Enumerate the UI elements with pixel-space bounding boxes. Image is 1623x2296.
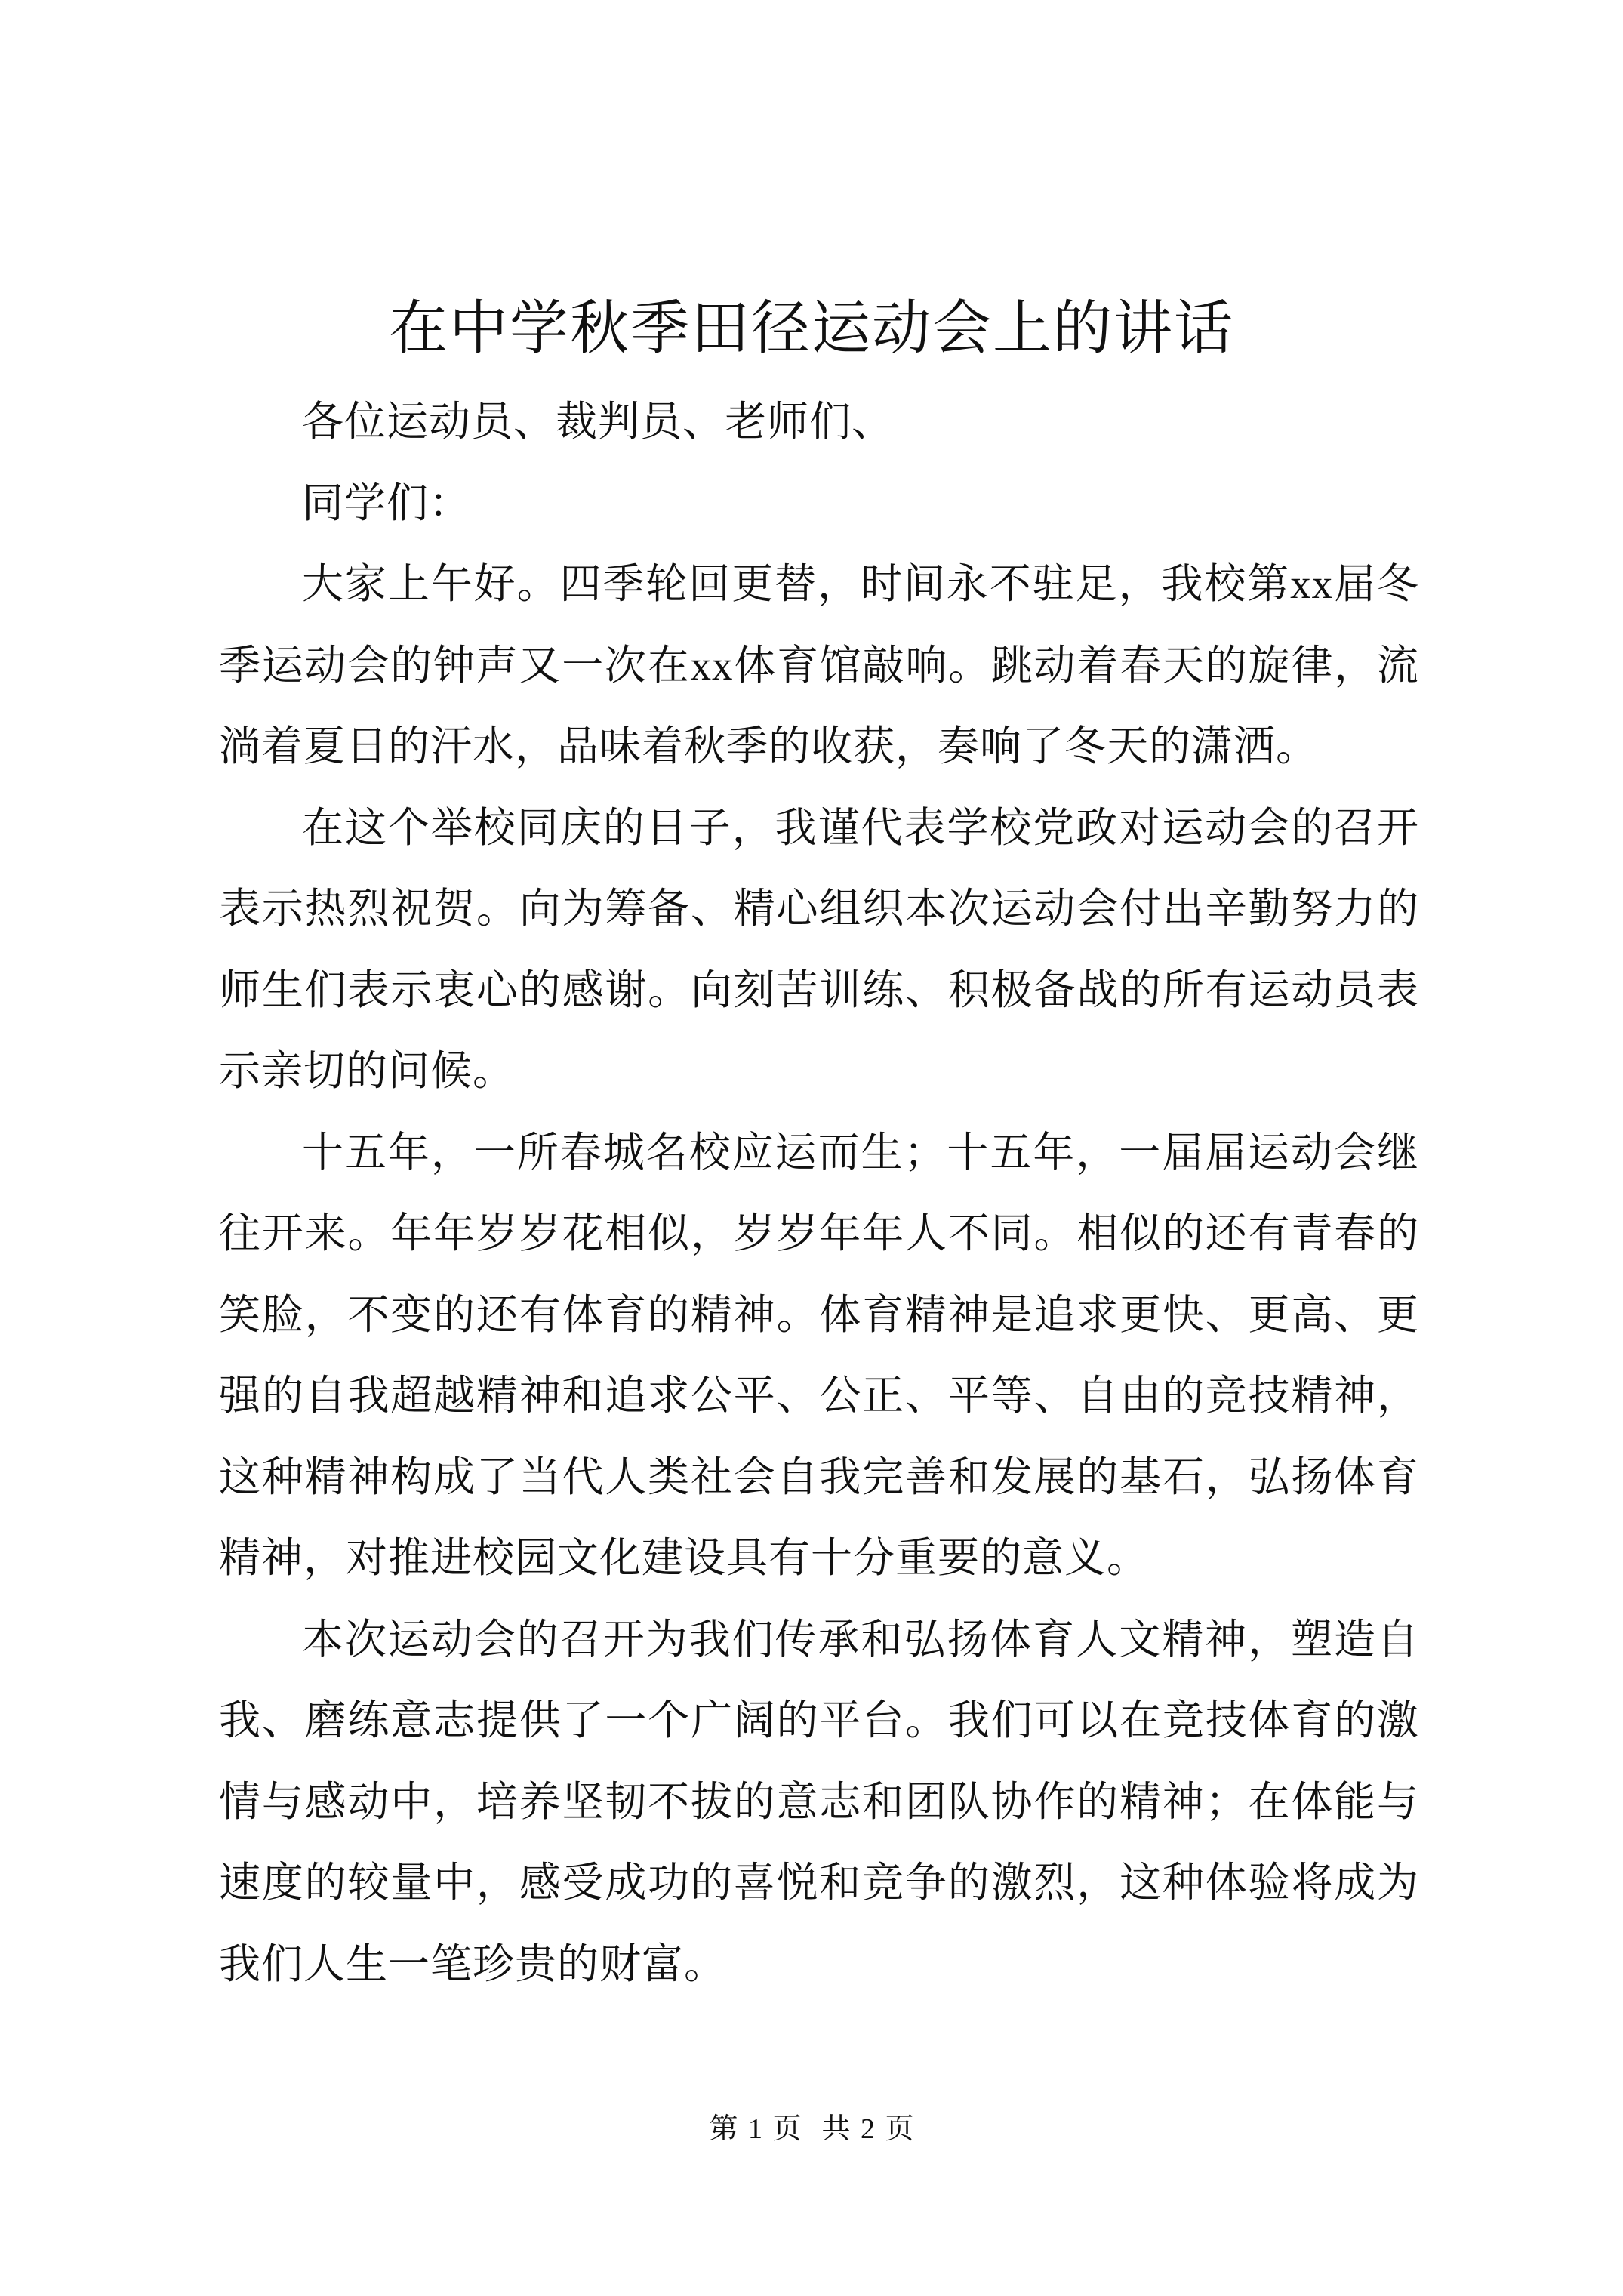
document-title: 在中学秋季田径运动会上的讲话 xyxy=(388,295,1234,361)
paragraph-platform: 本次运动会的召开为我们传承和弘扬体育人文精神，塑造自我、磨练意志提供了一个广阔的平台。我们可以在竞技体育的激情与感动中，培养坚韧不拔的意志和团队协作的精神；在体能与速度的较量中，感受成功的喜悦和竞争的激烈，这种体验将成为我们人生一笔珍贵的财富。 xyxy=(219,1616,1419,1987)
page-number-label: 第 1 页 xyxy=(709,2113,802,2145)
document-body xyxy=(219,381,1419,2005)
paragraph-salutation-1: 各位运动员、裁判员、老师们、 xyxy=(302,399,895,445)
paragraph-sports-spirit: 十五年，一所春城名校应运而生；十五年，一届届运动会继往开来。年年岁岁花相似，岁岁年年人不同。相似的还有青春的笑脸，不变的还有体育的精神。体育精神是追求更快、更高、更强的自我超越精神和追求公平、公正、平等、自由的竞技精神，这种精神构成了当代人类社会自我完善和发展的基石，弘扬体育精神，对推进校园文化建设具有十分重要的意义。 xyxy=(219,1129,1419,1581)
paragraph-salutation-2: 同学们： xyxy=(302,479,472,526)
page-footer xyxy=(0,2110,1623,2148)
paragraph-congratulations: 在这个举校同庆的日子，我谨代表学校党政对运动会的召开表示热烈祝贺。向为筹备、精心组织本次运动会付出辛勤努力的师生们表示衷心的感谢。向刻苦训练、积极备战的所有运动员表示亲切的问候。 xyxy=(219,804,1419,1094)
paragraph-greeting: 大家上午好。四季轮回更替，时间永不驻足，我校第xx届冬季运动会的钟声又一次在xx体育馆敲响。跳动着春天的旋律，流淌着夏日的汗水，品味着秋季的收获，奏响了冬天的潇洒。 xyxy=(219,561,1419,769)
page-total-label: 共 2 页 xyxy=(821,2113,914,2145)
